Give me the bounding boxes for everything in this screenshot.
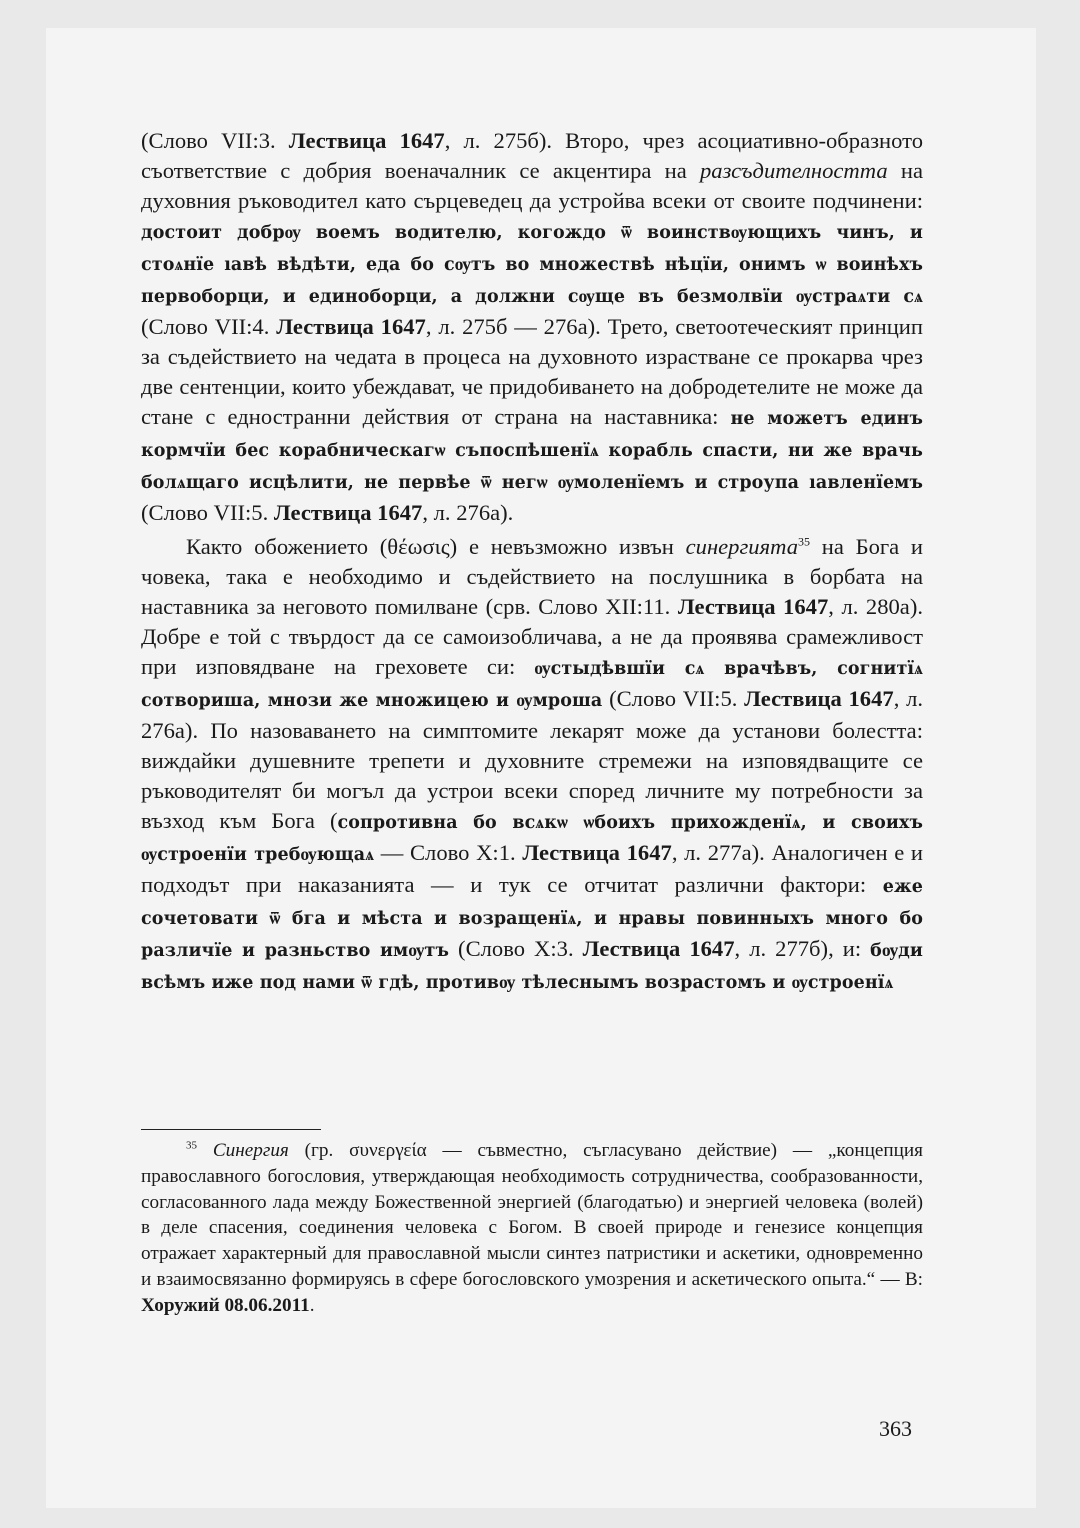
text-run: (Слово VII:5. <box>141 500 274 525</box>
source-citation: Лествица 1647 <box>288 128 445 153</box>
emphasized-term: разсъдителността <box>699 158 888 183</box>
paragraph-1 <box>141 126 923 528</box>
source-citation: Лествица 1647 <box>276 314 426 339</box>
text-run: Както обожението (θέωσις) е невъзможно извън <box>186 534 686 559</box>
text-run: , л. 275б). Второ, чрез асоциативно-образното съответствие с добрия военачалник се акцентира на <box>141 128 923 183</box>
church-slavonic-quote: достоит добрѹ воемъ водителю, когождо ѿ воинствѹющихъ чинъ, и стоѧнїе ıавѣ вѣдѣти, еда бо сѹтъ во множествѣ нѣцїи, онимъ ѡ воинѣхъ первоборци, и единоборци, а должни сѹще въ безмолвїи ѹстраѧти сѧ <box>141 223 923 307</box>
text-run: (Слово VII:5. <box>602 686 745 711</box>
text-run: — Слово X:1. <box>374 840 523 865</box>
text-run: , л. 276а). По назоваването на симптомите лекарят може да установи болестта: виждайки душевните трепети и духовните стремежи на изповядващите се ръководителят би могъл да устрои всеки според личните му потребности за възход към Бога ( <box>141 686 924 833</box>
emphasized-term: Синергия <box>212 1140 289 1161</box>
text-run: . <box>309 1294 315 1316</box>
footnote-separator <box>141 1129 321 1130</box>
footnote-reference[interactable]: 35 <box>798 534 810 549</box>
church-slavonic-quote: ѹстыдѣвшїи сѧ врачѣвъ, согнитїѧ сотвориша, мнози же множицею и ѹмроша <box>141 659 923 711</box>
source-citation: Лествица 1647 <box>522 840 672 865</box>
text-run: (Слово VII:4. <box>141 314 277 339</box>
text-run: , л. 277а). Аналогичен е и подходът при наказанията — и тук се отчитат различни фактори: <box>141 840 923 897</box>
paragraph-2 <box>141 532 923 998</box>
footnote-35 <box>141 1138 923 1319</box>
page-number: 363 <box>879 1416 912 1441</box>
source-citation: Лествица 1647 <box>582 936 735 961</box>
book-page <box>46 28 1036 1508</box>
text-run <box>197 1140 213 1161</box>
church-slavonic-quote: не можетъ единъ кормчїи бес корабническагѡ съпоспѣшенїѧ корабль спасти, ни же врачь болѧщаго исцѣлити, не первѣе ѿ негѡ ѹмоленїемъ и строупа ıавленїемъ <box>141 409 923 493</box>
text-run: , л. 276а). <box>422 500 514 525</box>
main-text <box>141 126 923 998</box>
text-run: на духовния ръководител като сърцеведец да устройва всеки от своите подчинени: <box>141 158 923 213</box>
church-slavonic-quote: еже сочетовати ѿ бга и мѣста и возращенїѧ, и нравы повинныхъ много бо различїе и разньство имѹтъ <box>141 877 923 961</box>
emphasized-term: синергията <box>685 534 798 559</box>
text-run: , л. 280а). Добре е той с твърдост да се самоизобличава, а не да проявява срамежливост при изповядване на греховете си: <box>141 594 923 679</box>
source-citation: Лествица 1647 <box>677 594 829 619</box>
text-run: (гр. συνεργεία — съвместно, съгласувано действие) — „концепция православного богословия, утверждающая необходимость сотрудничества, сообразованности, согласованного лада между Божественной энергией (благодатью) и энергией человека (волей) в деле спасения, соединения человека с Богом. В своей природе и генезисе концепция отражает характерный для православной мысли синтез патристики и аскетики, одновременно и взаимосвязанно формируясь в сфере богословского умозрения и аскетического опыта.“ — В: <box>141 1140 924 1290</box>
text-run: (Слово X:3. <box>449 936 583 961</box>
source-citation: Хоружий 08.06.2011 <box>141 1294 310 1316</box>
text-run: на Бога и човека, така е необходимо и съдействието на послушника в борбата на наставника за неговото помилване (срв. Слово XII:11. <box>141 534 923 619</box>
text-run: , л. 277б), и: <box>734 936 871 961</box>
source-citation: Лествица 1647 <box>744 686 894 711</box>
source-citation: Лествица 1647 <box>273 500 423 525</box>
text-run: , л. 275б — 276а). Трето, светоотеческият принцип за съдействието на чедата в процеса на духовното израстване се прокарва чрез две сентенции, които убеждават, че придобиването на добродетелите не може да стане с едностранни действия от страна на наставника: <box>141 314 923 429</box>
church-slavonic-quote: бѹди всѣмъ иже под нами ѿ гдѣ, противѹ тѣлеснымъ возрастомъ и ѹстроенїѧ <box>141 941 923 993</box>
footnote-number: 35 <box>186 1139 197 1152</box>
church-slavonic-quote: сопротивна бо всѧкѡ ѡбоихъ прихожденїѧ, и своихъ ѹстроенїи требѹющаѧ <box>141 813 923 865</box>
text-run: (Слово VII:3. <box>141 128 289 153</box>
